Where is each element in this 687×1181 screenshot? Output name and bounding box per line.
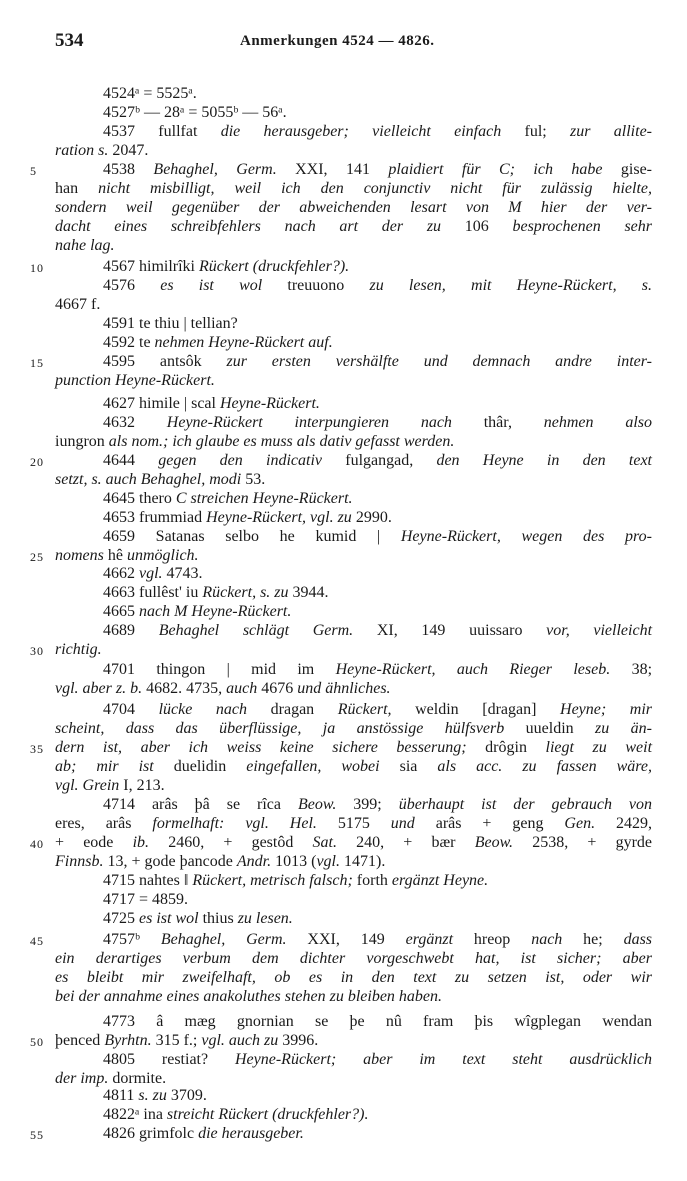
italic-segment: die herausgeber. <box>198 1125 304 1142</box>
text-segment: drôgin <box>466 739 546 756</box>
line-text <box>103 413 652 432</box>
italic-segment: zur allite- <box>570 123 652 140</box>
line-text <box>103 122 652 141</box>
text-segment: 4524ᵃ = 5525ᵃ. <box>103 85 197 102</box>
text-segment: sia <box>379 758 438 775</box>
text-segment: XXI, 149 <box>286 931 406 948</box>
line-text <box>103 795 652 814</box>
text-line <box>0 1124 687 1143</box>
text-line <box>0 103 687 122</box>
italic-segment: vgl. auch zu <box>201 1032 279 1049</box>
italic-segment: nehmen also <box>543 414 652 431</box>
italic-segment: nach M Heyne-Rückert. <box>139 603 292 620</box>
text-segment: 4644 <box>103 452 159 469</box>
italic-segment: nahe lag. <box>55 237 115 254</box>
italic-segment: Behaghel, Germ. <box>160 931 287 948</box>
italic-segment: vgl. <box>139 565 163 582</box>
text-line <box>0 890 687 909</box>
italic-segment: Rückert, s. zu <box>202 584 289 601</box>
text-line <box>0 257 687 276</box>
italic-segment: die herausgeber; vielleicht einfach <box>220 123 502 140</box>
text-segment: 38; <box>610 661 653 678</box>
line-text <box>103 660 652 679</box>
line-text <box>55 141 148 160</box>
text-line <box>0 276 687 295</box>
line-text <box>103 621 652 640</box>
line-text <box>55 679 391 698</box>
text-segment: ful; <box>501 123 571 140</box>
italic-segment: Heyne; mir <box>560 701 653 718</box>
line-text <box>103 700 652 719</box>
text-segment: 2460, + gestôd <box>149 834 313 851</box>
text-segment: 4811 <box>103 1087 139 1104</box>
italic-segment: ration s. <box>55 142 109 159</box>
italic-segment: den Heyne in den text <box>436 452 652 469</box>
italic-segment: plaidiert für C; ich habe <box>388 161 603 178</box>
margin-line-number: 5 <box>30 164 37 178</box>
text-line <box>0 930 687 949</box>
line-text <box>55 1031 318 1050</box>
line-text <box>103 583 329 602</box>
italic-segment: es bleibt mir zweifelhaft, ob es in den text zu setzen ist, oder wir <box>55 969 652 986</box>
text-line <box>0 1050 687 1069</box>
text-segment: weldin [dragan] <box>391 701 561 718</box>
text-line <box>0 564 687 583</box>
text-line <box>0 489 687 508</box>
page-header <box>0 30 687 54</box>
italic-segment: Heyne-Rückert, auch Rieger leseb. <box>335 661 611 678</box>
italic-segment: ein derartiges verbum dem dichter vorgeschwebt hat, ist sicher; aber <box>55 950 652 967</box>
line-text <box>103 257 349 276</box>
text-segment: 2429, <box>595 815 653 832</box>
italic-segment: Byrhtn. <box>104 1032 152 1049</box>
line-text <box>55 198 652 217</box>
line-text <box>55 987 442 1006</box>
italic-segment: nicht misbilligt, weil ich den conjunctiv nicht für zulässig hielte, <box>98 180 652 197</box>
text-segment: 13, + gode þancode <box>103 853 237 870</box>
italic-segment: Beow. <box>297 796 337 813</box>
text-line <box>0 949 687 968</box>
italic-segment: nehmen Heyne-Rückert auf. <box>154 334 333 351</box>
italic-segment: Beow. <box>474 834 514 851</box>
italic-segment: der imp. <box>55 1070 109 1087</box>
text-segment: 4667 f. <box>55 296 101 313</box>
italic-segment: Gen. <box>564 815 596 832</box>
italic-segment: scheint, dass das überflüssige, ja anstössige hülfsverb <box>55 720 505 737</box>
italic-segment: dass <box>623 931 653 948</box>
text-segment: + eode <box>55 834 133 851</box>
line-text <box>55 217 652 236</box>
line-text <box>103 103 287 122</box>
text-segment: uueldin <box>504 720 596 737</box>
italic-segment: überhaupt ist der gebrauch von <box>398 796 652 813</box>
italic-segment: Rückert, <box>337 701 392 718</box>
italic-segment: Heyne-Rückert, vgl. zu <box>206 509 352 526</box>
italic-segment: vgl. Grein <box>55 777 120 794</box>
italic-segment: als nom.; ich glaube es muss als dativ gefasst werden. <box>108 433 455 450</box>
text-segment: 1013 ( <box>271 853 317 870</box>
text-segment: 4665 <box>103 603 139 620</box>
italic-segment: zu lesen, mit Heyne-Rückert, s. <box>369 277 653 294</box>
text-segment: duelidin <box>153 758 247 775</box>
margin-line-number: 40 <box>30 837 44 851</box>
text-segment: iungron <box>55 433 109 450</box>
text-segment: arâs + geng <box>414 815 565 832</box>
italic-segment: eingefallen, wobei <box>246 758 380 775</box>
text-segment: 4576 <box>103 277 161 294</box>
text-segment: 315 f.; <box>151 1032 202 1049</box>
text-segment: 4773 â mæg gnornian se þe nû fram þis wîgplegan wendan <box>103 1013 652 1030</box>
line-text <box>103 930 652 949</box>
italic-segment: Heyne-Rückert interpungieren nach <box>166 414 452 431</box>
line-text <box>103 602 291 621</box>
line-text <box>55 776 165 795</box>
text-line <box>0 1031 687 1050</box>
text-line <box>0 508 687 527</box>
text-line <box>0 738 687 757</box>
text-segment: 4701 thingon | mid im <box>103 661 336 678</box>
text-line <box>0 757 687 776</box>
line-text <box>103 314 238 333</box>
italic-segment: richtig. <box>55 641 102 658</box>
text-line <box>0 295 687 314</box>
text-line <box>0 470 687 489</box>
italic-segment: streicht Rückert (druckfehler?). <box>166 1106 369 1123</box>
line-text <box>55 640 102 659</box>
italic-segment: nach <box>531 931 563 948</box>
text-segment: 4725 <box>103 910 139 927</box>
margin-line-number: 20 <box>30 455 44 469</box>
italic-segment: gegen den indicativ <box>158 452 322 469</box>
italic-segment: zur ersten vershälfte und demnach andre inter- <box>226 353 652 370</box>
italic-segment: unmöglich. <box>127 547 199 564</box>
text-segment: thâr, <box>451 414 544 431</box>
italic-segment: ab; mir ist <box>55 758 154 775</box>
line-text <box>103 1086 207 1105</box>
italic-segment: Behaghel schlägt Germ. <box>158 622 354 639</box>
text-line <box>0 432 687 451</box>
text-line <box>0 660 687 679</box>
italic-segment: Behaghel, Germ. <box>153 161 277 178</box>
margin-line-number: 45 <box>30 934 44 948</box>
italic-segment: lücke nach <box>158 701 248 718</box>
italic-segment: als acc. zu fassen wäre, <box>437 758 653 775</box>
text-segment: 4704 <box>103 701 159 718</box>
text-line <box>0 795 687 814</box>
text-line <box>0 217 687 236</box>
line-text <box>103 508 392 527</box>
italic-segment: es ist wol <box>139 910 199 927</box>
text-line <box>0 546 687 565</box>
italic-segment: Finnsb. <box>55 853 104 870</box>
text-line <box>0 1086 687 1105</box>
italic-segment: ergänzt Heyne. <box>391 872 489 889</box>
text-line <box>0 640 687 659</box>
line-text <box>103 451 652 470</box>
text-segment: 3709. <box>166 1087 207 1104</box>
text-segment: 2538, + gyrde <box>513 834 653 851</box>
text-segment: 4527ᵇ — 28ᵃ = 5055ᵇ — 56ᵃ. <box>103 104 287 121</box>
line-text <box>55 757 652 776</box>
text-segment: 4538 <box>103 161 154 178</box>
line-text <box>55 371 215 390</box>
text-segment: 4717 = 4859. <box>103 891 189 908</box>
line-text <box>103 527 652 546</box>
line-text <box>103 394 320 413</box>
italic-segment: Heyne-Rückert, wegen des pro- <box>400 528 652 545</box>
italic-segment: dacht eines schreibfehlers nach art der zu <box>55 218 442 235</box>
text-segment: thius <box>198 910 238 927</box>
italic-segment: Andr. <box>236 853 272 870</box>
text-segment: 4663 fullêst' iu <box>103 584 203 601</box>
margin-line-number: 35 <box>30 742 44 756</box>
text-line <box>0 602 687 621</box>
text-segment: 4715 nahtes ‖ <box>103 872 193 889</box>
text-segment: gise- <box>602 161 653 178</box>
text-line <box>0 814 687 833</box>
text-line <box>0 179 687 198</box>
text-line <box>0 679 687 698</box>
line-text <box>55 470 265 489</box>
text-line <box>0 141 687 160</box>
line-text <box>55 236 115 255</box>
italic-segment: auch <box>226 680 258 697</box>
line-text <box>55 432 454 451</box>
margin-line-number: 10 <box>30 261 44 275</box>
text-segment: 4757ᵇ <box>103 931 161 948</box>
text-segment: he; <box>562 931 624 948</box>
italic-segment: dern ist, aber ich weiss keine sichere besserung; <box>55 739 467 756</box>
text-segment: 4645 thero <box>103 490 176 507</box>
text-segment: þenced <box>55 1032 105 1049</box>
text-line <box>0 1012 687 1031</box>
text-line <box>0 583 687 602</box>
line-text <box>103 1012 652 1031</box>
text-line <box>0 314 687 333</box>
text-line <box>0 719 687 738</box>
italic-segment: C streichen Heyne-Rückert. <box>175 490 353 507</box>
text-segment: 4682. 4735, <box>142 680 227 697</box>
line-text <box>55 833 652 852</box>
italic-segment: s. zu <box>138 1087 167 1104</box>
italic-segment: und ähnliches. <box>297 680 391 697</box>
text-segment: han <box>55 180 99 197</box>
page-number: 534 <box>55 30 84 51</box>
italic-segment: Rückert, metrisch falsch; <box>192 872 353 889</box>
margin-line-number: 55 <box>30 1128 44 1142</box>
text-segment: I, 213. <box>119 777 165 794</box>
line-text <box>55 949 652 968</box>
text-line <box>0 333 687 352</box>
line-text <box>55 738 652 757</box>
text-segment: 4743. <box>162 565 203 582</box>
text-segment: 4689 <box>103 622 159 639</box>
line-text <box>103 1124 304 1143</box>
italic-segment: es ist wol <box>160 277 263 294</box>
text-line <box>0 122 687 141</box>
text-segment: fulgangad, <box>322 452 437 469</box>
text-line <box>0 700 687 719</box>
text-line <box>0 527 687 546</box>
text-line <box>0 1105 687 1124</box>
text-segment: 5175 <box>316 815 391 832</box>
italic-segment: zu lesen. <box>237 910 293 927</box>
running-head: Anmerkungen 4524 — 4826. <box>240 33 435 49</box>
text-segment: 4676 <box>257 680 298 697</box>
text-segment: 399; <box>336 796 399 813</box>
text-segment: eres, arâs <box>55 815 153 832</box>
italic-segment: ergänzt <box>405 931 454 948</box>
italic-segment: und <box>390 815 415 832</box>
text-segment: 4591 te thiu | tellian? <box>103 315 238 332</box>
line-text <box>103 160 652 179</box>
text-line <box>0 621 687 640</box>
text-line <box>0 909 687 928</box>
text-line <box>0 84 687 103</box>
italic-segment: punction Heyne-Rückert. <box>55 372 215 389</box>
margin-line-number: 30 <box>30 644 44 658</box>
text-segment: 4592 te <box>103 334 155 351</box>
text-segment: 4595 antsôk <box>103 353 227 370</box>
text-segment: treuuono <box>262 277 370 294</box>
text-segment: 53. <box>241 471 266 488</box>
line-text <box>55 295 100 314</box>
text-segment: hreop <box>453 931 532 948</box>
text-line <box>0 871 687 890</box>
italic-segment: ib. <box>132 834 150 851</box>
italic-segment: bei der annahme eines anakoluthes stehen zu bleiben haben. <box>55 988 443 1005</box>
line-text <box>103 1105 368 1124</box>
text-line <box>0 776 687 795</box>
text-segment: 3944. <box>288 584 329 601</box>
text-segment: XXI, 141 <box>276 161 389 178</box>
line-text <box>55 719 652 738</box>
text-segment: 4627 himile | scal <box>103 395 220 412</box>
line-text <box>55 179 652 198</box>
text-line <box>0 160 687 179</box>
text-segment: 106 <box>441 218 513 235</box>
italic-segment: Heyne-Rückert. <box>219 395 320 412</box>
text-segment: 4659 Satanas selbo he kumid | <box>103 528 401 545</box>
text-segment: 2990. <box>351 509 392 526</box>
italic-segment: Heyne-Rückert; aber im text steht ausdrücklich <box>234 1051 652 1068</box>
text-line <box>0 987 687 1006</box>
italic-segment: Sat. <box>312 834 337 851</box>
line-text <box>103 909 293 928</box>
line-text <box>55 968 652 987</box>
text-line <box>0 852 687 871</box>
text-line <box>0 236 687 255</box>
text-segment: 4537 fullfat <box>103 123 221 140</box>
italic-segment: zu än- <box>595 720 652 737</box>
text-line <box>0 198 687 217</box>
italic-segment: besprochenen sehr <box>512 218 652 235</box>
text-line <box>0 394 687 413</box>
italic-segment: Rückert (druckfehler?). <box>199 258 350 275</box>
line-text <box>103 871 488 890</box>
text-segment: 4662 <box>103 565 139 582</box>
line-text <box>103 890 188 909</box>
text-segment: dormite. <box>108 1070 167 1087</box>
text-segment: 4632 <box>103 414 167 431</box>
italic-segment: liegt zu weit <box>545 739 653 756</box>
line-text <box>103 84 197 103</box>
text-segment: 4822ᵃ ina <box>103 1106 167 1123</box>
line-text <box>55 814 652 833</box>
italic-segment: vor, vielleicht <box>546 622 653 639</box>
italic-segment: vgl. <box>316 853 340 870</box>
line-text <box>103 352 652 371</box>
text-segment: 4653 frummiad <box>103 509 207 526</box>
text-segment: 2047. <box>108 142 149 159</box>
text-segment: 4805 restiat? <box>103 1051 235 1068</box>
text-segment: dragan <box>247 701 338 718</box>
italic-segment: vgl. aber z. b. <box>55 680 143 697</box>
text-segment: 4567 himilrîki <box>103 258 199 275</box>
text-segment: 4826 grimfolc <box>103 1125 199 1142</box>
line-text <box>103 489 353 508</box>
text-line <box>0 451 687 470</box>
text-line <box>0 371 687 390</box>
margin-line-number: 25 <box>30 550 44 564</box>
italic-segment: nomens <box>55 547 104 564</box>
text-segment: 3996. <box>278 1032 319 1049</box>
text-segment: 4714 arâs þâ se rîca <box>103 796 298 813</box>
line-text <box>55 852 385 871</box>
line-text <box>55 546 199 565</box>
line-text <box>103 564 203 583</box>
line-text <box>103 1050 652 1069</box>
margin-line-number: 15 <box>30 356 44 370</box>
text-segment: 1471). <box>340 853 386 870</box>
text-line <box>0 968 687 987</box>
text-line <box>0 352 687 371</box>
text-segment: XI, 149 uuissaro <box>353 622 547 639</box>
margin-line-number: 50 <box>30 1035 44 1049</box>
text-segment: hê <box>103 547 127 564</box>
text-line <box>0 833 687 852</box>
text-segment: 240, + bær <box>336 834 475 851</box>
text-line <box>0 413 687 432</box>
italic-segment: formelhaft: vgl. Hel. <box>152 815 317 832</box>
italic-segment: sondern weil gegenüber der abweichenden lesart von M hier der ver- <box>55 199 652 216</box>
text-segment: forth <box>352 872 392 889</box>
line-text <box>103 276 652 295</box>
italic-segment: setzt, s. auch Behaghel, modi <box>55 471 242 488</box>
line-text <box>103 333 333 352</box>
